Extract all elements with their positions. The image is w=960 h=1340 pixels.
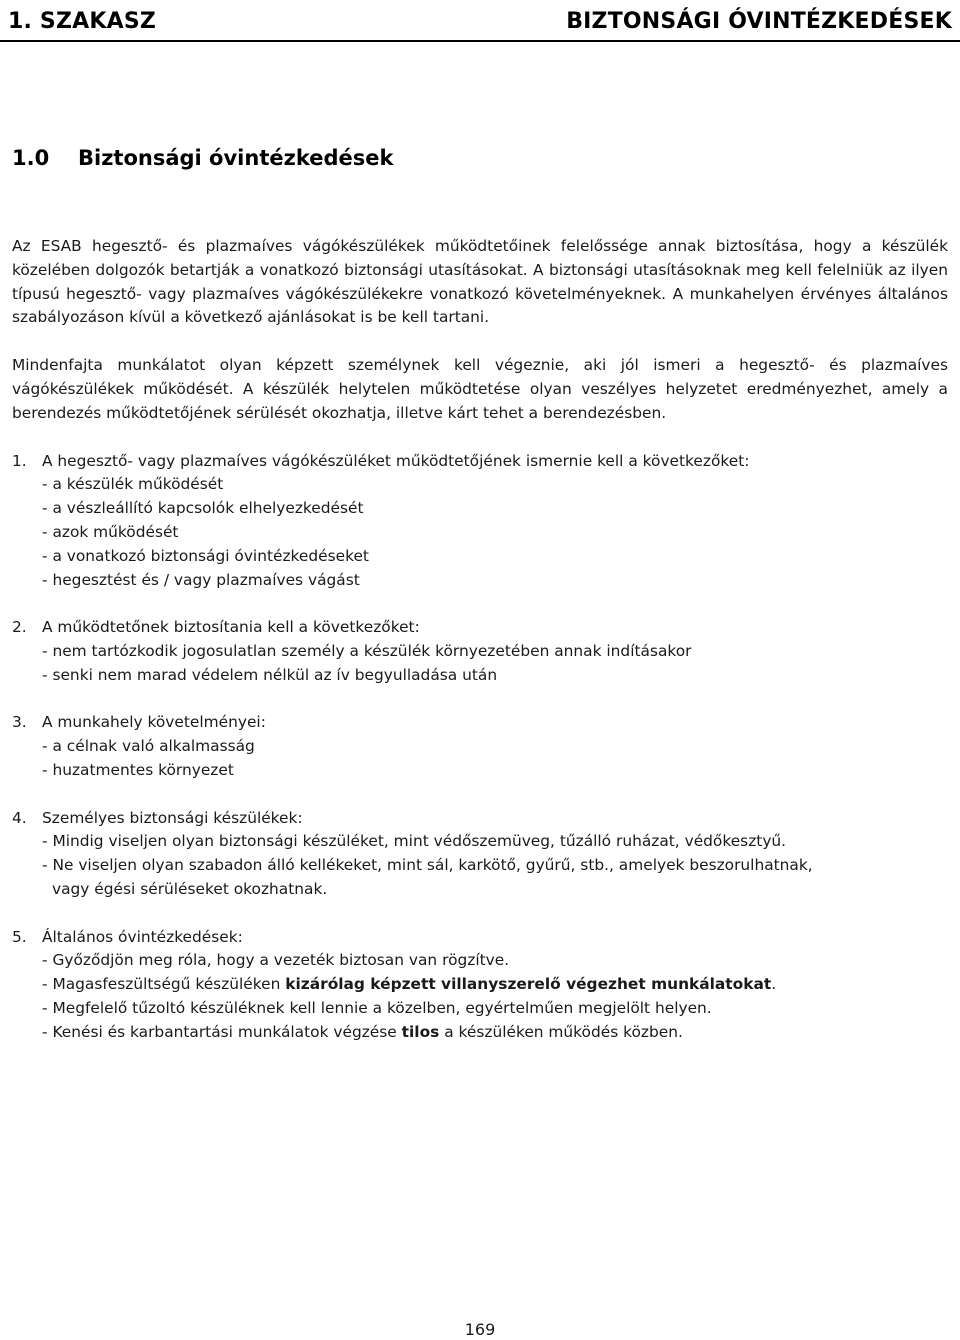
section-number: 4. [12,808,27,827]
section-1 [12,450,948,593]
section-heading: A munkahely követelményei: [42,713,266,732]
list-item-continuation: vagy égési sérüléseket okozhatnak. [52,879,328,898]
item-text: - Magasfeszültségű készüléken [42,975,286,994]
section-4 [12,807,948,902]
section-heading: Személyes biztonsági készülékek: [42,808,303,827]
page-number: 169 [464,1320,496,1339]
item-text: - Kenési és karbantartási munkálatok végzése [42,1022,402,1041]
intro-paragraph: Az ESAB hegesztő- és plazmaíves vágókészülékek működtetőinek felelőssége annak biztosítása, hogy a készülék közelében dolgozók betartják a vonatkozó biztonsági utasításokat. A biztonsági utasításoknak meg kell felelniük az ilyen típusú hegesztő- vagy plazmaíves vágókészülékekre vonatkozó követelményeknek. A munkahelyen érvényes általános szabályozáson kívül a következő ajánlásokat is be kell tartani. [12,237,948,327]
section-number: 2. [12,618,27,637]
section-3 [12,711,948,782]
section-number: 1. [12,451,27,470]
list-item: - azok működését [42,522,179,541]
list-item: - Mindig viseljen olyan biztonsági készüléket, mint védőszemüveg, tűzálló ruházat, védőkesztyű. [42,832,787,851]
section-heading: Általános óvintézkedések: [42,927,243,946]
section-heading: A működtetőnek biztosítania kell a következőket: [42,618,420,637]
list-item: - a vészleállító kapcsolók elhelyezkedését [42,499,364,518]
section-2 [12,616,948,687]
item-text: . [771,975,777,994]
list-item: - senki nem marad védelem nélkül az ív begyulladása után [42,665,498,684]
list-item [42,973,948,997]
section-title: BIZTONSÁGI ÓVINTÉZKEDÉSEK [566,9,952,34]
document-body [12,235,948,1068]
page-header [0,0,960,42]
page-title [12,146,393,170]
emphasis-text: kizárólag képzett villanyszerelő végezhet munkálatokat [285,975,772,994]
list-item [42,1021,948,1045]
title-number: 1.0 [12,146,50,170]
list-item: - nem tartózkodik jogosulatlan személy a készülék környezetében annak indításakor [42,641,692,660]
item-text: a készüléken működés közben. [439,1022,683,1041]
list-item: - hegesztést és / vagy plazmaíves vágást [42,570,360,589]
section-number: 3. [12,713,27,732]
list-item: - a készülék működését [42,475,224,494]
list-item: - Ne viseljen olyan szabadon álló kellékeket, mint sál, karkötő, gyűrű, stb., amelyek beszorulhatnak, [42,856,813,875]
section-number: 5. [12,927,27,946]
list-item: - Győződjön meg róla, hogy a vezeték biztosan van rögzítve. [42,951,510,970]
list-item: - a vonatkozó biztonsági óvintézkedéseket [42,546,369,565]
section-5 [12,926,948,1045]
section-label: 1. SZAKASZ [8,9,157,34]
emphasis-text: tilos [401,1022,440,1041]
section-heading: A hegesztő- vagy plazmaíves vágókészüléket működtetőjének ismernie kell a következőket: [42,451,750,470]
operator-paragraph: Mindenfajta munkálatot olyan képzett személynek kell végeznie, aki jól ismeri a hegesztő- és plazmaíves vágókészülékek működését. A készülék helytelen működtetése olyan veszélyes helyzetet eredményezhet, amely a berendezés működtetőjének sérülését okozhatja, illetve kárt tehet a berendezésben. [12,356,948,422]
list-item: - a célnak való alkalmasság [42,737,255,756]
list-item: - Megfelelő tűzoltó készüléknek kell lennie a közelben, egyértelműen megjelölt helyen. [42,998,712,1017]
list-item: - huzatmentes környezet [42,760,234,779]
title-text: Biztonsági óvintézkedések [78,146,394,170]
